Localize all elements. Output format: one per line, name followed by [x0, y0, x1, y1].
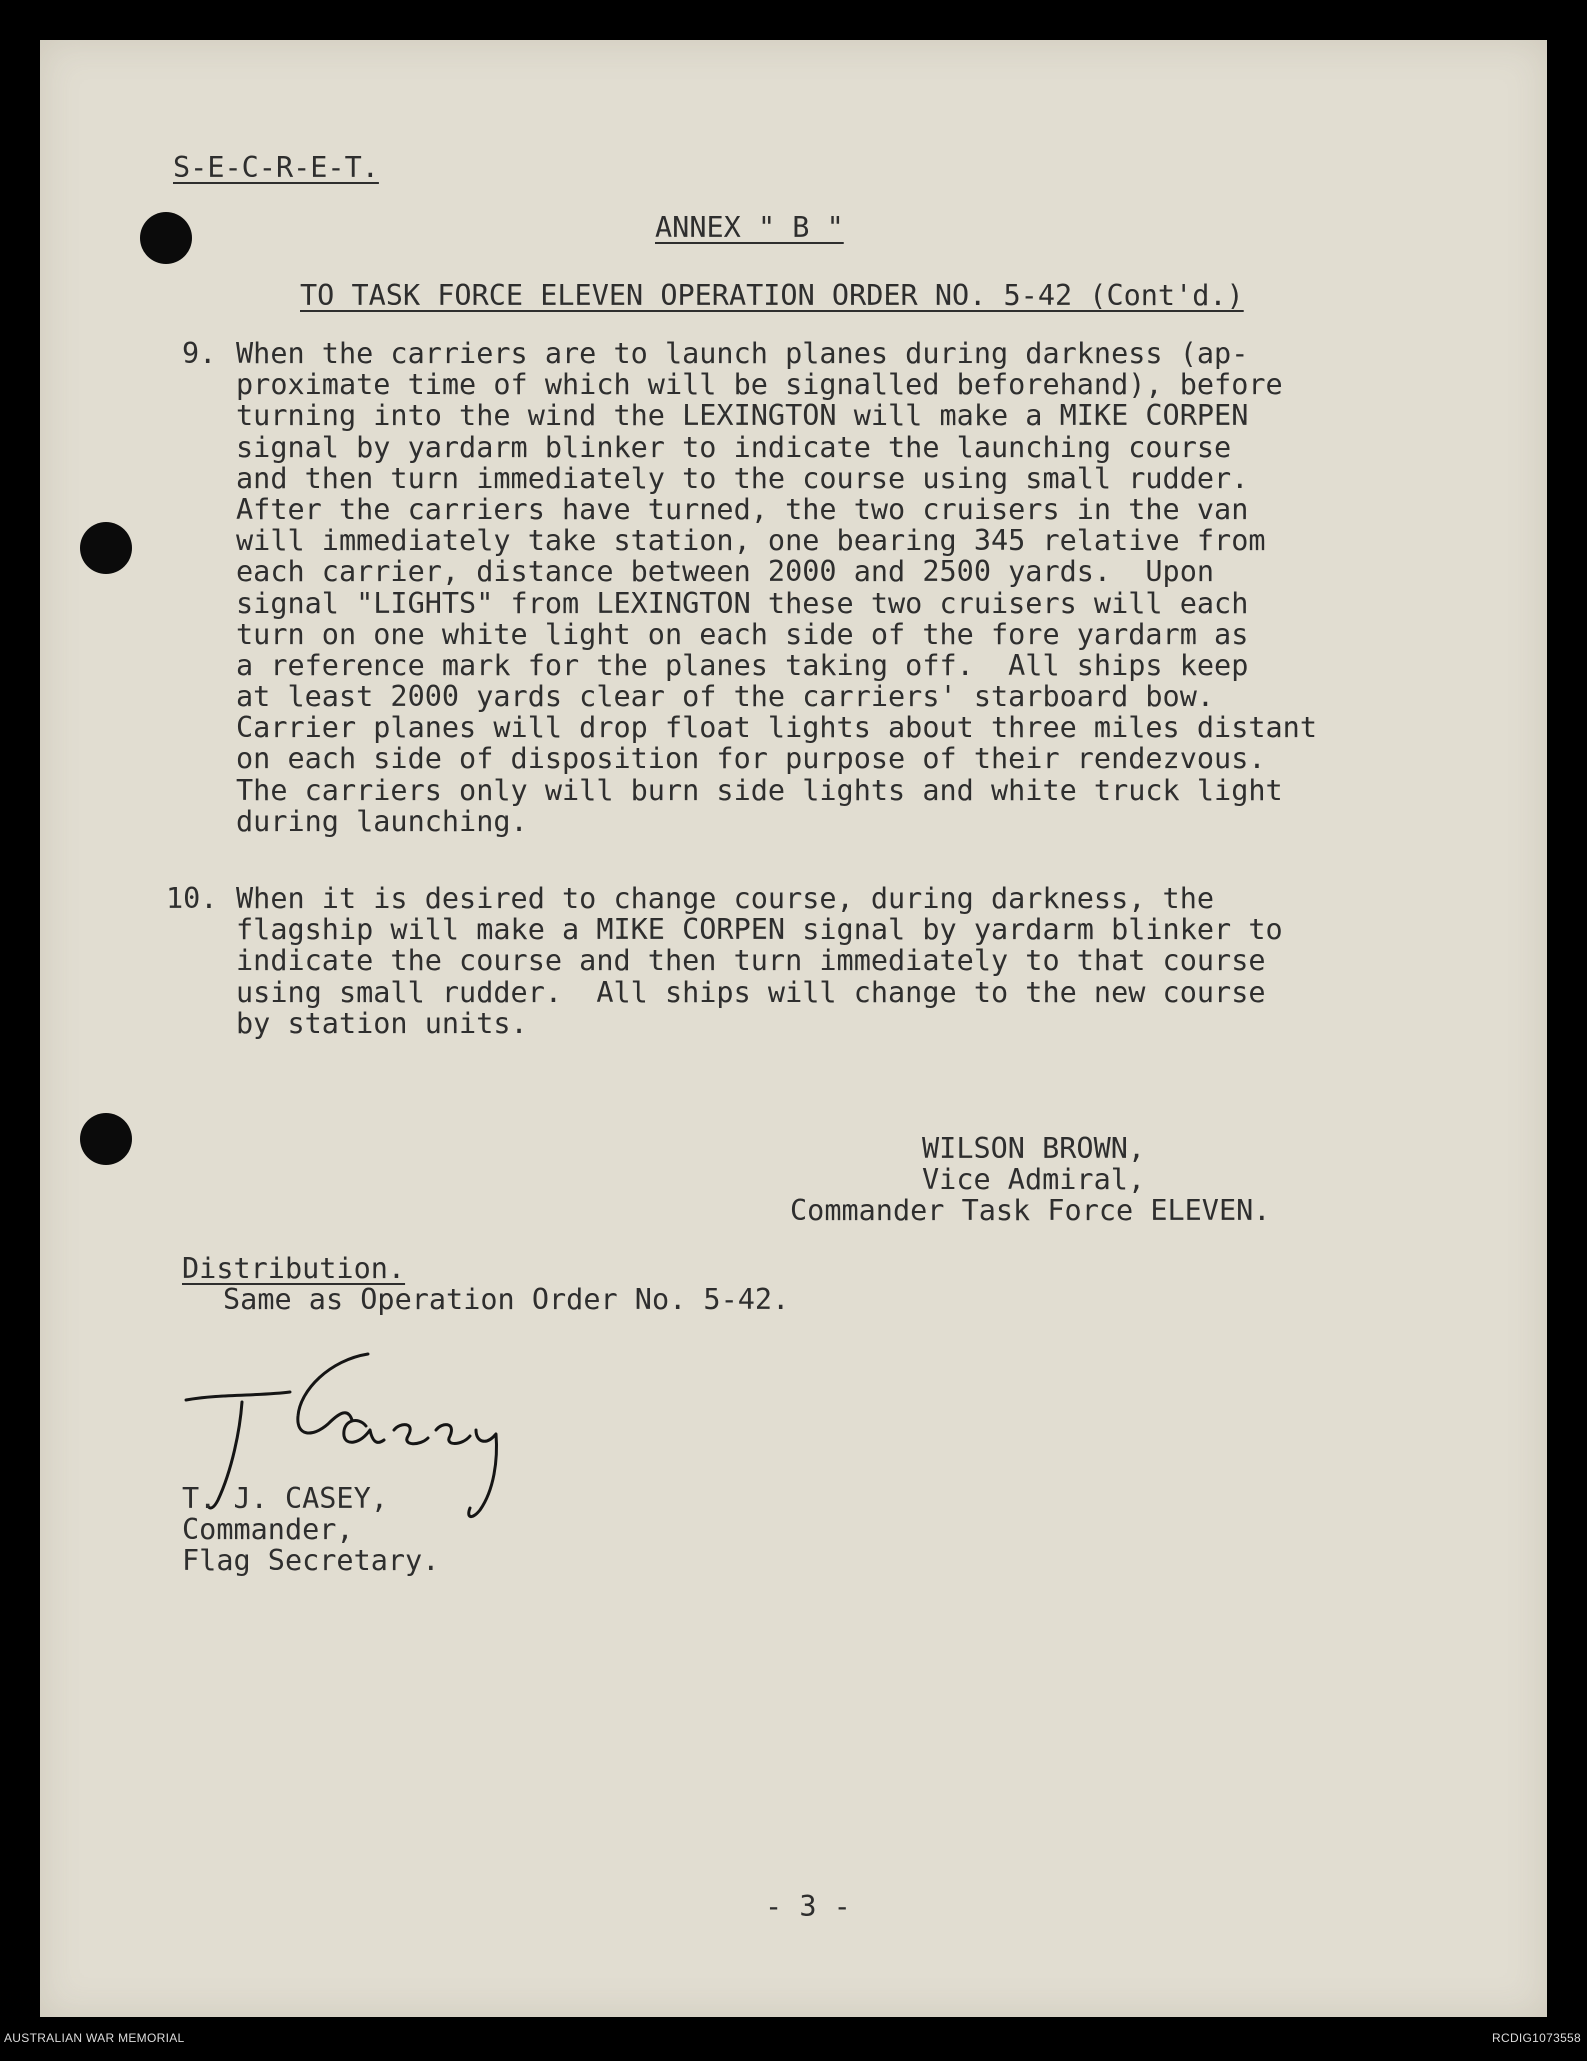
paragraph-line: signal by yardarm blinker to indicate the launching course: [236, 430, 1232, 464]
paragraph-10: [166, 883, 1496, 1053]
paragraph-body: [236, 338, 1317, 837]
punch-hole-bottom: [80, 1113, 132, 1165]
footer-archive-credit: AUSTRALIAN WAR MEMORIAL: [4, 2031, 185, 2045]
signatory-title: Commander Task Force ELEVEN.: [790, 1194, 1271, 1227]
paragraph-line: during launching.: [236, 804, 528, 838]
document-subtitle: TO TASK FORCE ELEVEN OPERATION ORDER NO. 5-42 (Cont'd.): [300, 279, 1244, 312]
paragraph-line: a reference mark for the planes taking off. All ships keep: [236, 648, 1249, 682]
paragraph-line: at least 2000 yards clear of the carriers' starboard bow.: [236, 680, 1215, 714]
paragraph-line: proximate time of which will be signalled beforehand), before: [236, 368, 1283, 402]
paragraph-number: 10.: [166, 882, 218, 915]
paragraph-body: [236, 883, 1283, 1039]
distribution-text: Same as Operation Order No. 5-42.: [223, 1283, 790, 1316]
paragraph-9: [166, 338, 1496, 858]
paragraph-line: turning into the wind the LEXINGTON will make a MIKE CORPEN: [236, 399, 1249, 433]
paragraph-line: The carriers only will burn side lights and white truck light: [236, 773, 1283, 807]
page-number: - 3 -: [765, 1890, 851, 1923]
punch-hole-top: [140, 212, 192, 264]
paragraph-line: by station units.: [236, 1006, 528, 1040]
paragraph-line: each carrier, distance between 2000 and 2500 yards. Upon: [236, 555, 1215, 589]
document-page: [40, 40, 1547, 2017]
paragraph-number: 9.: [182, 337, 217, 370]
paragraph-line: and then turn immediately to the course using small rudder.: [236, 461, 1249, 495]
signatory-rank: Vice Admiral,: [922, 1163, 1146, 1196]
secretary-rank: Commander,: [182, 1513, 354, 1546]
paragraph-line: turn on one white light on each side of the fore yardarm as: [236, 617, 1249, 651]
paragraph-line: will immediately take station, one bearing 345 relative from: [236, 524, 1266, 558]
annex-title: ANNEX " B ": [655, 211, 844, 244]
signatory-name: WILSON BROWN,: [922, 1132, 1146, 1165]
punch-hole-middle: [80, 522, 132, 574]
paragraph-line: indicate the course and then turn immediately to that course: [236, 944, 1266, 978]
paragraph-line: flagship will make a MIKE CORPEN signal by yardarm blinker to: [236, 913, 1283, 947]
distribution-heading: Distribution.: [182, 1252, 406, 1285]
paragraph-line: signal "LIGHTS" from LEXINGTON these two cruisers will each: [236, 586, 1249, 620]
paragraph-line: on each side of disposition for purpose of their rendezvous.: [236, 742, 1266, 776]
paragraph-line: After the carriers have turned, the two cruisers in the van: [236, 492, 1249, 526]
secretary-name: T. J. CASEY,: [182, 1482, 388, 1515]
classification-marking: S-E-C-R-E-T.: [173, 151, 379, 184]
footer-record-id: RCDIG1073558: [1492, 2031, 1581, 2045]
paragraph-line: When it is desired to change course, during darkness, the: [236, 882, 1215, 915]
paragraph-line: Carrier planes will drop float lights about three miles distant: [236, 711, 1317, 745]
secretary-title: Flag Secretary.: [182, 1544, 440, 1577]
paragraph-line: When the carriers are to launch planes during darkness (ap-: [236, 337, 1249, 370]
paragraph-line: using small rudder. All ships will change to the new course: [236, 975, 1266, 1009]
